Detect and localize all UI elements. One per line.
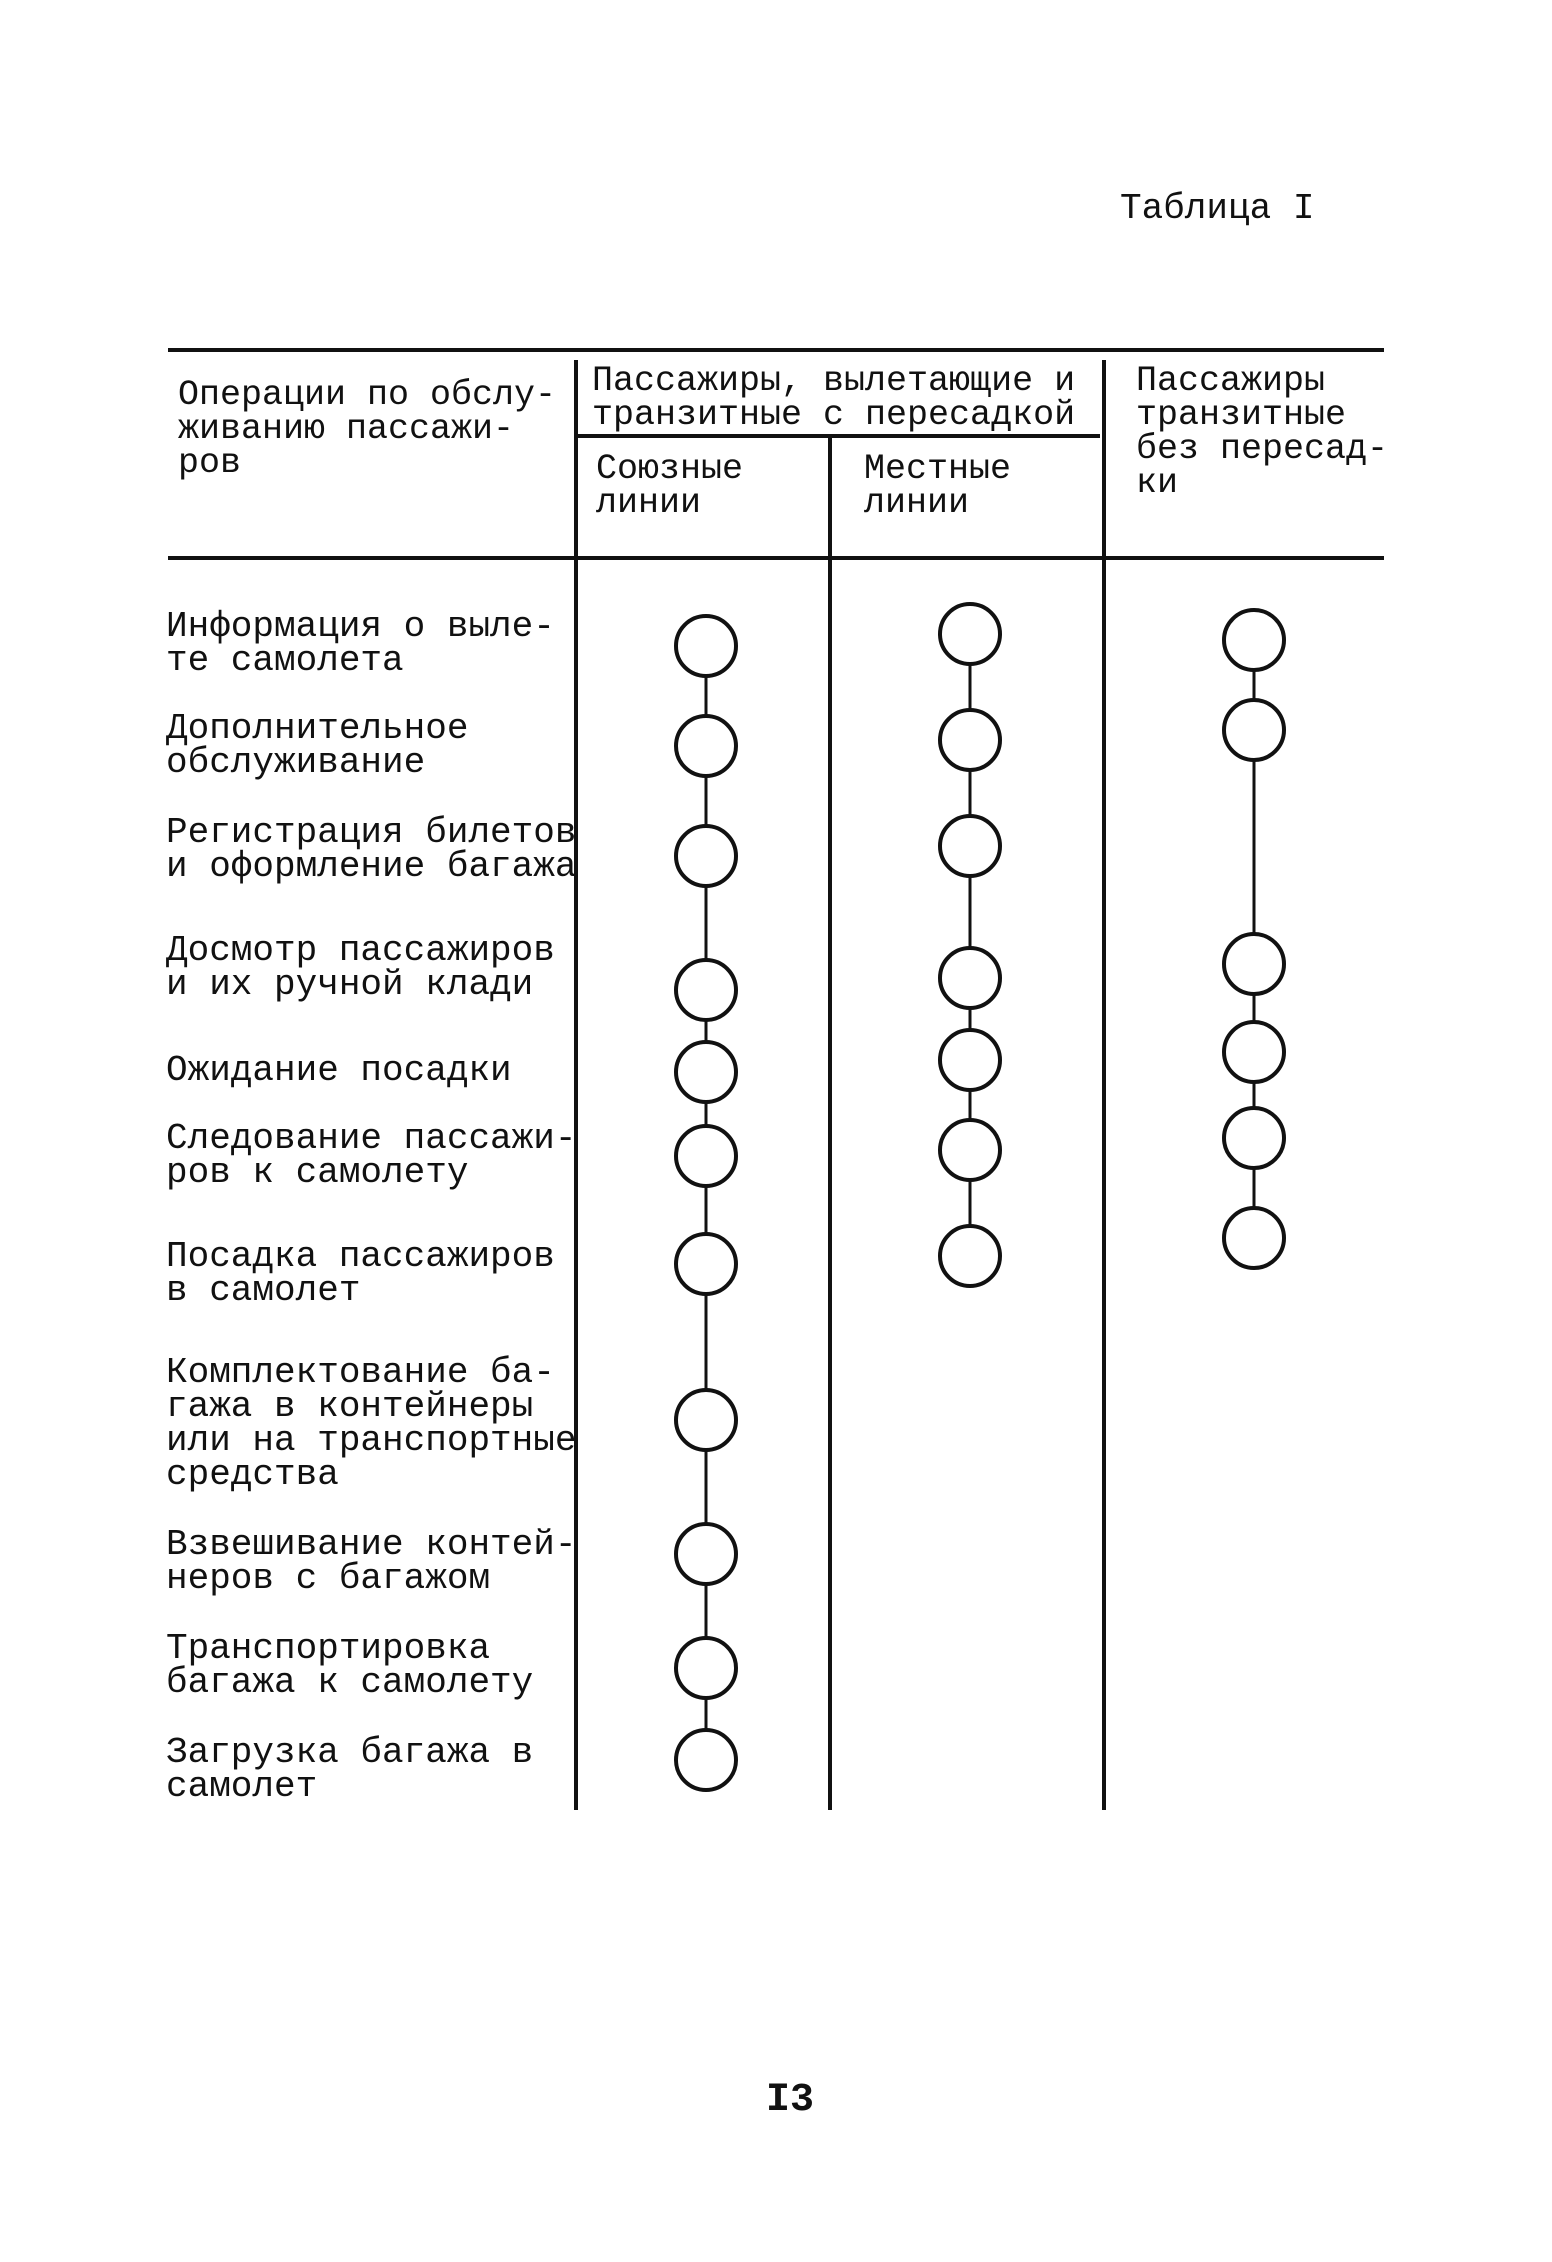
flow-step-circle	[940, 604, 1000, 664]
flow-step-circle	[940, 1226, 1000, 1286]
operation-label: Следование пассажи- ров к самолету	[166, 1118, 577, 1193]
header-col-transit: Пассажиры транзитные без пересад- ки	[1136, 361, 1389, 503]
operation-label: Комплектование ба- гажа в контейнеры или на транспортные средства	[166, 1352, 577, 1495]
header-operations: Операции по обслу- живанию пассажи- ров	[178, 375, 557, 483]
flow-step-circle	[676, 1638, 736, 1698]
flow-step-circle	[676, 1730, 736, 1790]
flow-step-circle	[676, 1390, 736, 1450]
flow-step-circle	[676, 826, 736, 886]
table-title: Таблица I	[1120, 188, 1315, 229]
flow-step-circle	[676, 1126, 736, 1186]
header-col-union: Союзные линии	[596, 449, 744, 523]
flow-step-circle	[940, 1120, 1000, 1180]
header-group-departing: Пассажиры, вылетающие и транзитные с пересадкой	[592, 361, 1076, 435]
flow-step-circle	[676, 960, 736, 1020]
flow-step-circle	[940, 710, 1000, 770]
flow-step-circle	[1224, 700, 1284, 760]
flow-step-circle	[940, 816, 1000, 876]
page-number: I3	[766, 2078, 815, 2123]
operation-label: Информация о выле- те самолета	[166, 606, 555, 681]
operation-label: Взвешивание контей- неров с багажом	[166, 1524, 577, 1599]
flow-step-circle	[1224, 610, 1284, 670]
flow-step-circle	[940, 1030, 1000, 1090]
operation-label: Ожидание посадки	[166, 1050, 512, 1091]
operation-label: Загрузка багажа в самолет	[166, 1732, 534, 1807]
operation-label: Транспортировка багажа к самолету	[166, 1628, 534, 1703]
flow-step-circle	[676, 716, 736, 776]
flow-step-circle	[1224, 1022, 1284, 1082]
flow-step-circle	[676, 1042, 736, 1102]
operation-label: Регистрация билетов и оформление багажа	[166, 812, 577, 887]
operation-label: Посадка пассажиров в самолет	[166, 1236, 555, 1311]
flow-step-circle	[676, 1234, 736, 1294]
flow-step-circle	[676, 616, 736, 676]
flow-step-circle	[1224, 934, 1284, 994]
flow-step-circle	[940, 948, 1000, 1008]
flow-step-circle	[1224, 1208, 1284, 1268]
flow-diagram	[676, 604, 1284, 1790]
operation-label: Досмотр пассажиров и их ручной клади	[166, 930, 555, 1005]
flow-step-circle	[676, 1524, 736, 1584]
flow-step-circle	[1224, 1108, 1284, 1168]
operation-label: Дополнительное обслуживание	[166, 708, 469, 783]
header-col-local: Местные линии	[864, 449, 1012, 523]
